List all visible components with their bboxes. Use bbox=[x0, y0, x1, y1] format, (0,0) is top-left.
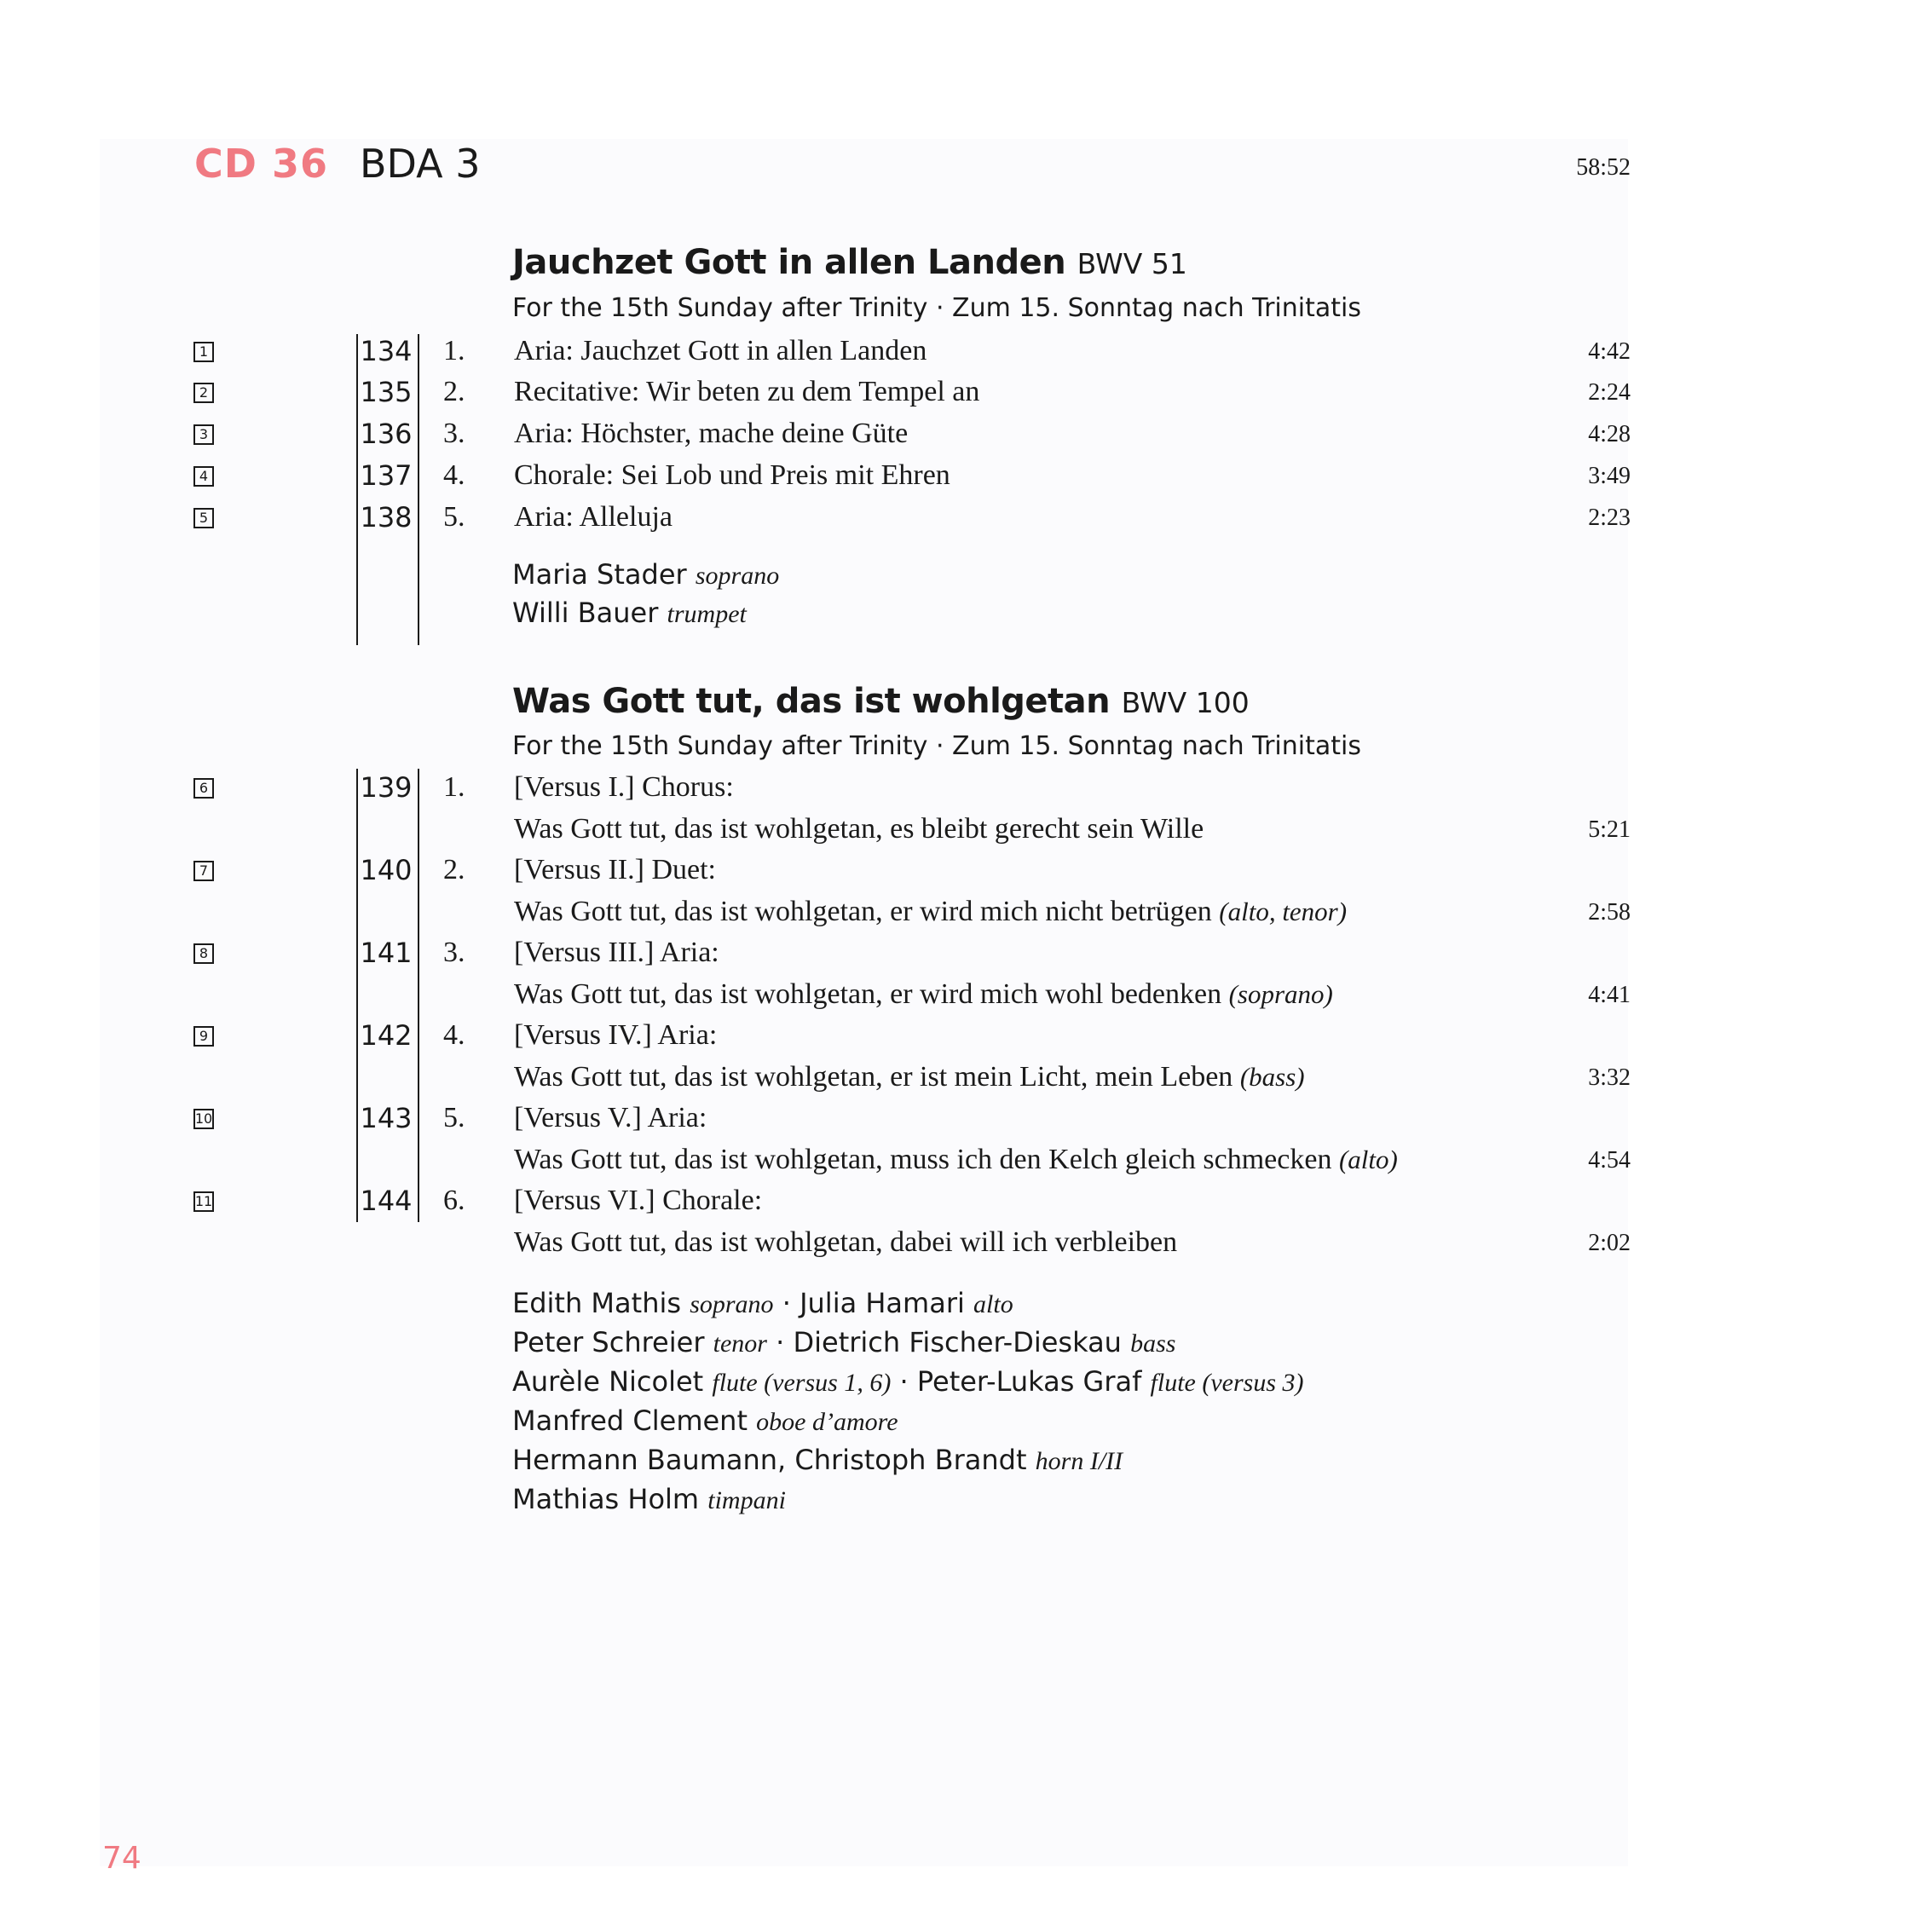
work-occasion: For the 15th Sunday after Trinity · Zum 15. Sonntag nach Trinitatis bbox=[512, 731, 1361, 761]
movement-number: 5. bbox=[443, 501, 465, 533]
movement-incipit bbox=[514, 813, 1204, 845]
track-index-box: 4 bbox=[193, 466, 214, 487]
performer-role: soprano bbox=[695, 562, 780, 590]
performer-name: Mathias Holm bbox=[512, 1483, 700, 1515]
performer-line bbox=[512, 1483, 786, 1515]
track-row[interactable] bbox=[0, 1019, 1905, 1098]
track-duration: 4:41 bbox=[1588, 982, 1631, 1008]
track-duration: 2:23 bbox=[1588, 505, 1631, 531]
performer-line: Aurèle Nicolet flute (versus 1, 6) · Peter-Lukas Graf flute (versus 3) bbox=[512, 1365, 1304, 1398]
disc-track-number: 141 bbox=[360, 937, 413, 969]
track-row[interactable] bbox=[0, 376, 1905, 413]
track-row[interactable] bbox=[0, 1185, 1905, 1263]
performer-name: Dietrich Fischer-Dieskau bbox=[793, 1326, 1122, 1358]
performer-name: Peter Schreier bbox=[512, 1326, 705, 1358]
track-index-box: 5 bbox=[193, 508, 214, 528]
movement-heading: [Versus VI.] Chorale: bbox=[514, 1185, 763, 1216]
movement-title: Aria: Alleluja bbox=[514, 501, 673, 533]
track-duration: 2:58 bbox=[1588, 899, 1631, 926]
total-duration: 58:52 bbox=[1576, 154, 1631, 181]
performer-role: horn I/II bbox=[1035, 1447, 1123, 1475]
movement-heading: [Versus V.] Aria: bbox=[514, 1102, 707, 1133]
cd-header bbox=[0, 139, 1905, 190]
movement-title: Aria: Höchster, mache deine Güte bbox=[514, 418, 909, 449]
movement-heading: [Versus II.] Duet: bbox=[514, 854, 716, 885]
movement-title: Recitative: Wir beten zu dem Tempel an bbox=[514, 376, 980, 407]
voice-label: (soprano) bbox=[1228, 979, 1333, 1009]
incipit-text: Was Gott tut, das ist wohlgetan, dabei will ich verbleiben bbox=[514, 1226, 1178, 1258]
track-duration: 4:42 bbox=[1588, 338, 1631, 365]
bwv-number: BWV 100 bbox=[1121, 686, 1250, 719]
performer-name: Willi Bauer bbox=[512, 597, 659, 629]
performer-role: soprano bbox=[690, 1290, 774, 1318]
performer-name: Edith Mathis bbox=[512, 1287, 682, 1319]
performer-name: Hermann Baumann, Christoph Brandt bbox=[512, 1444, 1027, 1476]
incipit-text: Was Gott tut, das ist wohlgetan, er wird mich wohl bedenken bbox=[514, 978, 1222, 1010]
track-duration: 5:21 bbox=[1588, 816, 1631, 843]
movement-number: 1. bbox=[443, 771, 465, 803]
voice-label: (bass) bbox=[1239, 1062, 1305, 1092]
movement-title: Aria: Jauchzet Gott in allen Landen bbox=[514, 335, 927, 366]
performer-line bbox=[512, 597, 747, 629]
disc-track-number: 139 bbox=[360, 771, 413, 804]
disc-track-number: 143 bbox=[360, 1102, 413, 1134]
work-title-text: Jauchzet Gott in allen Landen bbox=[512, 243, 1066, 282]
performer-role: bass bbox=[1130, 1329, 1176, 1358]
performer-role: trumpet bbox=[667, 600, 747, 628]
movement-number: 2. bbox=[443, 376, 465, 407]
track-index-box: 9 bbox=[193, 1026, 214, 1047]
track-index-box: 3 bbox=[193, 424, 214, 445]
track-index-box: 8 bbox=[193, 943, 214, 964]
performer-role: timpani bbox=[707, 1486, 786, 1514]
track-index-box: 11 bbox=[193, 1191, 214, 1212]
movement-number: 3. bbox=[443, 418, 465, 449]
incipit-text: Was Gott tut, das ist wohlgetan, muss ich den Kelch gleich schmecken bbox=[514, 1144, 1332, 1175]
performer-role: oboe d’amore bbox=[756, 1408, 898, 1436]
performer-line bbox=[512, 558, 779, 591]
performer-name: Aurèle Nicolet bbox=[512, 1365, 704, 1398]
incipit-text: Was Gott tut, das ist wohlgetan, er ist mein Licht, mein Leben bbox=[514, 1061, 1233, 1093]
performer-role: flute (versus 1, 6) bbox=[712, 1369, 892, 1397]
disc-track-number: 134 bbox=[360, 335, 413, 367]
incipit-text: Was Gott tut, das ist wohlgetan, er wird mich nicht betrügen bbox=[514, 896, 1212, 927]
incipit-text: Was Gott tut, das ist wohlgetan, es bleibt gerecht sein Wille bbox=[514, 813, 1204, 845]
track-row[interactable] bbox=[0, 501, 1905, 539]
movement-heading: [Versus III.] Aria: bbox=[514, 937, 719, 968]
disc-track-number: 135 bbox=[360, 376, 413, 408]
track-duration: 2:24 bbox=[1588, 379, 1631, 406]
performer-line: Edith Mathis soprano · Julia Hamari alto bbox=[512, 1287, 1013, 1319]
track-index-box: 7 bbox=[193, 861, 214, 881]
track-row[interactable] bbox=[0, 459, 1905, 497]
movement-number: 4. bbox=[443, 1019, 465, 1051]
page-number: 74 bbox=[102, 1841, 141, 1876]
movement-number: 3. bbox=[443, 937, 465, 968]
bda-label: BDA 3 bbox=[360, 141, 481, 187]
movement-incipit bbox=[514, 1061, 1305, 1093]
movement-number: 4. bbox=[443, 459, 465, 491]
movement-heading: [Versus I.] Chorus: bbox=[514, 771, 734, 803]
movement-number: 1. bbox=[443, 335, 465, 366]
disc-track-number: 144 bbox=[360, 1185, 413, 1217]
track-duration: 3:32 bbox=[1588, 1064, 1631, 1091]
movement-incipit bbox=[514, 1144, 1398, 1176]
performer-line bbox=[512, 1404, 898, 1437]
bwv-number: BWV 51 bbox=[1077, 247, 1187, 280]
movement-heading: [Versus IV.] Aria: bbox=[514, 1019, 718, 1051]
track-row[interactable] bbox=[0, 854, 1905, 932]
cd-number: CD 36 bbox=[194, 141, 328, 187]
movement-title: Chorale: Sei Lob und Preis mit Ehren bbox=[514, 459, 950, 491]
work-title bbox=[512, 682, 1250, 721]
track-duration: 2:02 bbox=[1588, 1230, 1631, 1256]
track-index-box: 6 bbox=[193, 778, 214, 799]
track-duration: 3:49 bbox=[1588, 463, 1631, 489]
performer-line: Peter Schreier tenor · Dietrich Fischer-Dieskau bass bbox=[512, 1326, 1176, 1358]
disc-track-number: 142 bbox=[360, 1019, 413, 1052]
movement-number: 5. bbox=[443, 1102, 465, 1133]
track-index-box: 1 bbox=[193, 342, 214, 362]
disc-track-number: 137 bbox=[360, 459, 413, 492]
work-occasion: For the 15th Sunday after Trinity · Zum 15. Sonntag nach Trinitatis bbox=[512, 293, 1361, 323]
performer-name: Peter-Lukas Graf bbox=[916, 1365, 1142, 1398]
performer-line bbox=[512, 1444, 1123, 1476]
voice-label: (alto, tenor) bbox=[1219, 897, 1348, 926]
track-duration: 4:54 bbox=[1588, 1147, 1631, 1174]
track-row[interactable] bbox=[0, 937, 1905, 1015]
performer-name: Julia Hamari bbox=[800, 1287, 965, 1319]
disc-track-number: 138 bbox=[360, 501, 413, 533]
performer-role: alto bbox=[973, 1290, 1013, 1318]
performer-name: Manfred Clement bbox=[512, 1404, 748, 1437]
track-row[interactable] bbox=[0, 418, 1905, 455]
disc-track-number: 136 bbox=[360, 418, 413, 450]
track-index-box: 2 bbox=[193, 383, 214, 403]
track-row[interactable] bbox=[0, 1102, 1905, 1180]
work-title bbox=[512, 243, 1187, 282]
movement-incipit bbox=[514, 978, 1333, 1011]
movement-incipit bbox=[514, 896, 1347, 928]
voice-label: (alto) bbox=[1338, 1145, 1398, 1174]
track-index-box: 10 bbox=[193, 1109, 214, 1129]
track-duration: 4:28 bbox=[1588, 421, 1631, 447]
disc-track-number: 140 bbox=[360, 854, 413, 886]
movement-incipit bbox=[514, 1226, 1177, 1259]
movement-number: 6. bbox=[443, 1185, 465, 1216]
work-title-text: Was Gott tut, das ist wohlgetan bbox=[512, 682, 1111, 721]
movement-number: 2. bbox=[443, 854, 465, 885]
performer-role: tenor bbox=[713, 1329, 767, 1358]
track-row[interactable] bbox=[0, 335, 1905, 372]
performer-name: Maria Stader bbox=[512, 558, 687, 591]
performer-role: flute (versus 3) bbox=[1150, 1369, 1304, 1397]
track-row[interactable] bbox=[0, 771, 1905, 850]
